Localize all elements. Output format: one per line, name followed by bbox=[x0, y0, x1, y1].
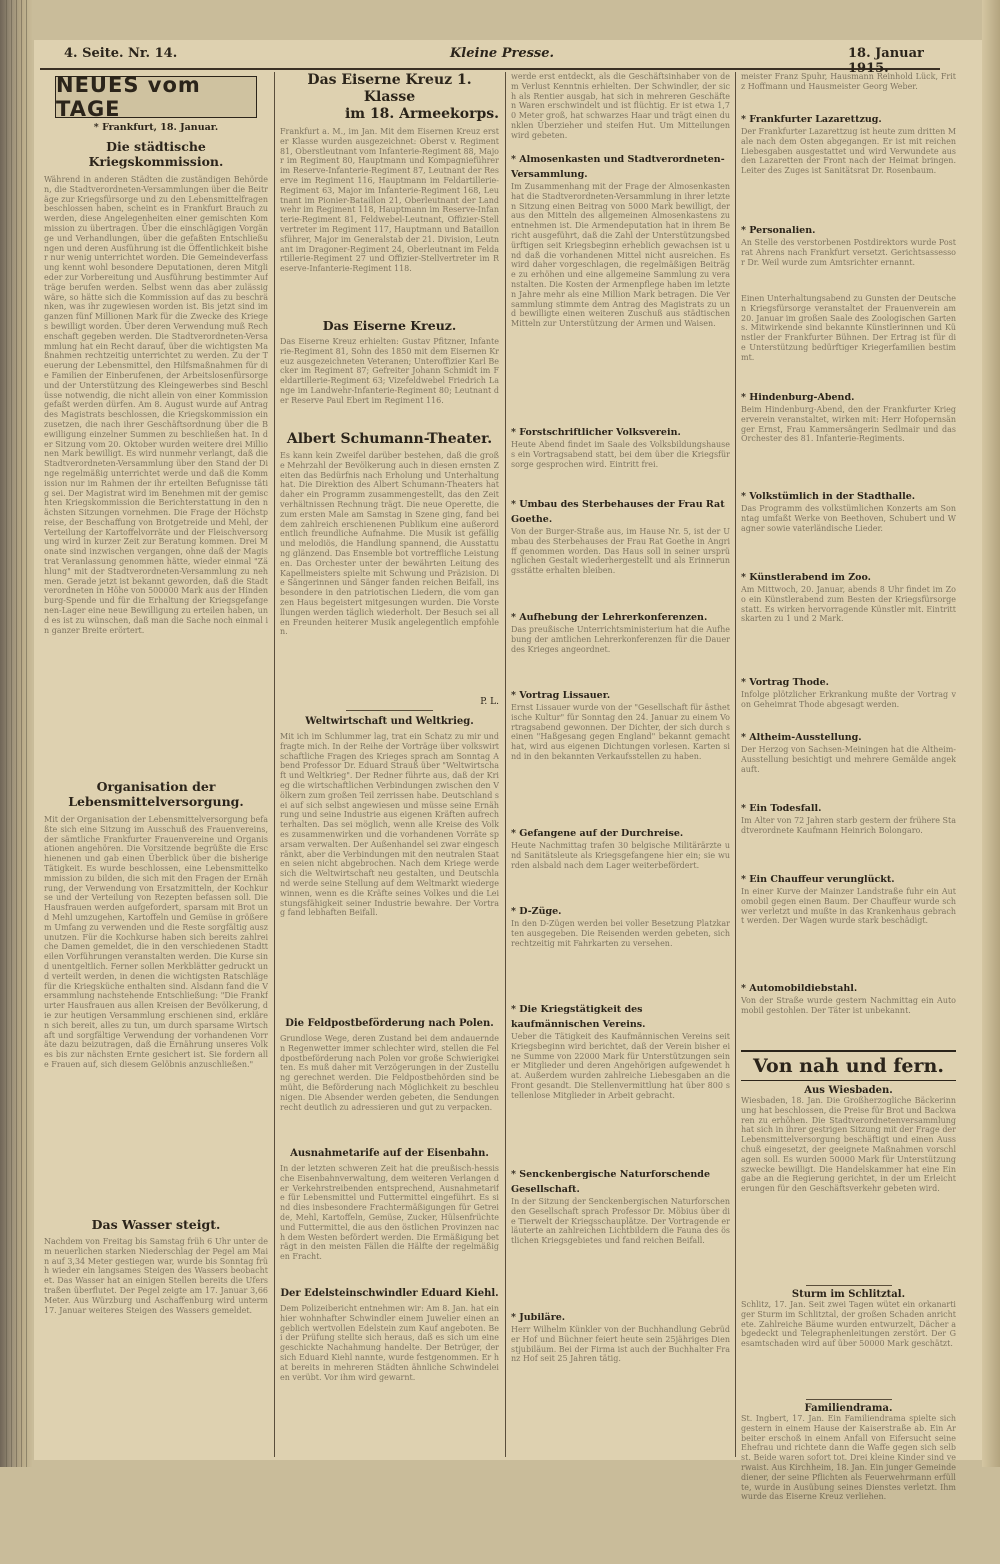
article-body: Heute Abend findet im Saale des Volksbildungshauses ein Vortragsabend statt, bei dem über die Kriegsfürsorge gesprochen wird. Eintritt frei. bbox=[511, 440, 730, 469]
article-body: Wiesbaden, 18. Jan. Die Großherzogliche Bäckerinnung hat beschlossen, die Preise für Brot und Backwaren zu erhöhen. Die Stadtverordnetenversammlung hat sich in ihrer gestrigen Sitzung mit der Frage der Lebensmittelversorgung beschäftigt und einen Ausschuß eingesetzt, der geeignete Maßnahmen vorschlagen soll. Es wurden 50000 Mark für Unterstützungszwecke bewilligt. Die Handelskammer hat eine Eingabe an die Regierung gerichtet, in der um Erleichterungen für den Geschäftsverkehr gebeten wird. bbox=[741, 1096, 956, 1194]
article-heading: Organisation der Lebensmittelversorgung. bbox=[68, 779, 244, 809]
article-body: Von der Straße wurde gestern Nachmittag ein Automobil gestohlen. Der Täter ist unbekannt. bbox=[741, 996, 956, 1015]
article-heading: Weltwirtschaft und Weltkrieg. bbox=[305, 716, 474, 727]
article-body: An Stelle des verstorbenen Postdirektors wurde Postrat Ahrens nach Frankfurt versetzt. Gerichtsassessor Dr. Weil wurde zum Amtsrichter ernannt. bbox=[741, 238, 956, 267]
article-body: Schlitz, 17. Jan. Seit zwei Tagen wütet ein orkanartiger Sturm im Schlitztal, der großen Schaden anrichtete. Zahlreiche Bäume wurden entwurzelt, Dächer abgedeckt und Telegraphenleitungen zerstört. Der Gesamtschaden wird auf über 50000 Mark geschätzt. bbox=[741, 1300, 956, 1349]
article-body: In der letzten schweren Zeit hat die preußisch-hessische Eisenbahnverwaltung, dem weiteren Verlangen der Verkehrstreibenden entsprechend, Ausnahmetarife für Lebensmittel und Futtermittel eingeführt. Es sind dies insbesondere Frachtermäßigungen für Getreide, Mehl, Kartoffeln, Gemüse, Zucker, Hülsenfrüchte und Futtermittel, die aus den östlichen Provinzen nach dem Westen befördert werden. Die Ermäßigung beträgt in den meisten Fällen die Hälfte der regelmäßigen Fracht. bbox=[280, 1164, 499, 1262]
article-body: Einen Unterhaltungsabend zu Gunsten der Deutschen Kriegsfürsorge veranstaltet der Frauenverein am 20. Januar im großen Saale des Zoologischen Gartens. Mitwirkende sind bekannte Künstlerinnen und Künstler der Frankfurter Bühnen. Der Ertrag ist für die Unterstützung bedürftiger Kriegerfamilien bestimmt. bbox=[741, 294, 956, 362]
article-heading: Albert Schumann-Theater. bbox=[286, 431, 493, 447]
article-body: Mit ich im Schlummer lag, trat ein Schatz zu mir und fragte mich. In der Reihe der Vorträge über volkswirtschaftliche Fragen des Krieges sprach am Sonntag Abend Professor Dr. Eduard Strauß über "Weltwirtschaft und Weltkrieg". Der Redner führte aus, daß der Krieg die wirtschaftlichen Verbindungen zwischen den Völkern zum großen Teil zerrissen habe. Deutschland sei auf sich selbst angewiesen und müsse seine Ernährung und seine Industrie aus eigenen Kräften aufrechterhalten. Das sei möglich, wenn alle Kreise des Volkes zusammenwirken und die vorhandenen Vorräte sparsam verwalten. Der Außenhandel sei zwar eingeschränkt, aber die Verbindungen mit den neutralen Staaten seien nicht abgebrochen. Nach dem Kriege werde sich die Weltwirtschaft neu gestalten, und Deutschland werde seine Stellung auf dem Weltmarkt wiedergewinnen, wenn es die Kräfte seines Volkes und die Leistungsfähigkeit seiner Industrie bewahre. Der Vortrag fand lebhaften Beifall. bbox=[280, 732, 499, 918]
page-number: 4. Seite. Nr. 14. bbox=[64, 46, 178, 61]
author-initials: P. L. bbox=[480, 697, 499, 707]
article-heading: * Umbau des Sterbehauses der Frau Rat Goethe. bbox=[511, 499, 725, 525]
article-heading: * Automobildiebstahl. bbox=[741, 983, 858, 994]
issue-date: 18. Januar 1915. bbox=[848, 46, 924, 76]
article-body: Dem Polizeibericht entnehmen wir: Am 8. Jan. hat ein hier wohnhafter Schwindler einem Juwelier einen angeblich wertvollen Edelstein zum Kauf angeboten. Bei der Prüfung stellte sich heraus, daß es sich um eine geschickte Nachahmung handelte. Der Betrüger, der sich Eduard Kiehl nannte, wurde festgenommen. Er hat bereits in mehreren Städten ähnliche Schwindeleien verübt. Vor ihm wird gewarnt. bbox=[280, 1304, 499, 1382]
article-heading: * Volkstümlich in der Stadthalle. bbox=[741, 491, 916, 502]
article-body: In der Sitzung der Senckenbergischen Naturforschenden Gesellschaft sprach Professor Dr. Möbius über die Tierwelt der Kriegsschauplätze. Der Vortragende erläuterte an zahlreichen Lichtbildern die Fauna des östlichen Kriegsgebietes und fand reichen Beifall. bbox=[511, 1197, 730, 1246]
article-body: Im Zusammenhang mit der Frage der Almosenkasten hat die Stadtverordneten-Versammlung in ihrer letzten Sitzung einen Beitrag von 5000 Mark bewilligt, der aus den Mitteln des allgemeinen Almosenkastens zu entnehmen ist. Die Armendeputation hat in ihrem Bericht ausgeführt, daß die Zahl der Unterstützungsbedürftigen seit Kriegsbeginn erheblich gewachsen ist und daß die vorhandenen Mittel nicht ausreichen. Es wird daher vorgeschlagen, die regelmäßigen Beiträge zu erhöhen und eine allgemeine Sammlung zu veranstalten. Die Kosten der Armenpflege haben im letzten Jahre mehr als eine Million Mark betragen. Die Versammlung stimmte dem Antrag des Magistrats zu und bewilligte einen weiteren Zuschuß aus städtischen Mitteln zur Unterstützung der Armen und Waisen. bbox=[511, 182, 730, 329]
article-heading: * Jubiläre. bbox=[511, 1312, 566, 1323]
article-heading: * D-Züge. bbox=[511, 906, 562, 917]
article-heading: * Gefangene auf der Durchreise. bbox=[511, 828, 684, 839]
article-heading: Ausnahmetarife auf der Eisenbahn. bbox=[290, 1148, 489, 1159]
article-heading: * Ein Todesfall. bbox=[741, 803, 822, 814]
subsection-heading: Familiendrama. bbox=[804, 1403, 893, 1414]
column-4 bbox=[741, 72, 956, 1564]
subsection-heading: Sturm im Schlitztal. bbox=[791, 1289, 906, 1300]
article-body: Nachdem von Freitag bis Samstag früh 6 Uhr unter dem neuerlichen starken Niederschlag der Pegel am Main auf 3,34 Meter gestiegen war, wurde bis Sonntag früh wieder ein langsames Steigen des Wassers beobachtet. Das Wasser hat an einigen Stellen bereits die Uferstraßen überflutet. Der Pegel zeigte am 17. Januar 3,66 Meter. Aus Würzburg und Aschaffenburg wird unterm 17. Januar weiteres Steigen des Wassers gemeldet. bbox=[44, 1237, 268, 1315]
masthead-neues-vom-tage: NEUES vom TAGE bbox=[55, 76, 257, 118]
column-3 bbox=[511, 72, 730, 1401]
article-body: Mit der Organisation der Lebensmittelversorgung befaßte sich eine Sitzung im Ausschuß des Frauenvereins, der sämtliche Frankfurter Frauenvereine und Organisationen angehören. Die Vorsitzende begrüßte die Erschienenen und gab einen Überblick über die bisherige Tätigkeit. Es wurde beschlossen, eine Lebensmittelkommission zu bilden, die sich mit den Fragen der Ernährung, der Verwendung von Ersatzmitteln, der Kochkurse und der Verteilung von Rezepten befassen soll. Die Hausfrauen werden aufgefordert, sparsam mit Brot und Mehl umzugehen, Kartoffeln und Gemüse in größerem Umfang zu verwenden und die Reste sorgfältig auszunutzen. Für die Kochkurse haben sich bereits zahlreiche Damen gemeldet, die in den verschiedenen Stadtteilen Vorführungen veranstalten werden. Die Kurse sind unentgeltlich. Ferner sollen Merkblätter gedruckt und verteilt werden, in denen die wichtigsten Ratschläge für die Kriegsküche enthalten sind. Alsdann fand die Versammlung nachstehende Entschließung: "Die Frankfurter Hausfrauen aus allen Kreisen der Bevölkerung, die zur heutigen Versammlung erschienen sind, erklären sich bereit, alles zu tun, um durch sparsame Wirtschaft und sorgfältige Verwendung der vorhandenen Vorräte dazu beizutragen, daß die Ernährung unseres Volkes bis zur nächsten Ernte gesichert ist. Sie fordern alle Frauen auf, sich diesem Gelöbnis anzuschließen." bbox=[44, 815, 268, 1069]
article-body: werde erst entdeckt, als die Geschäftsinhaber von dem Verlust Kenntnis erhielten. Der Schwindler, der sich als Rentier ausgab, hat sich in mehreren Geschäften Waren erschwindelt und ist flüchtig. Er ist etwa 1,70 Meter groß, hat schwarzes Haar und trägt einen dunklen Überzieher und steifen Hut. Um Mitteilungen wird gebeten. bbox=[511, 72, 730, 140]
article-heading: * Aufhebung der Lehrerkonferenzen. bbox=[511, 612, 708, 623]
article-body: Heute Nachmittag trafen 30 belgische Militärärzte und Sanitätsleute als Kriegsgefangene hier ein; sie wurden alsbald nach dem Lager weiterbefördert. bbox=[511, 841, 730, 870]
section-banner bbox=[741, 1050, 956, 1081]
column-rule bbox=[274, 72, 275, 1457]
article-heading: * Hindenburg-Abend. bbox=[741, 392, 855, 403]
article-heading: * Frankfurter Lazarettzug. bbox=[741, 114, 882, 125]
article-body: Das Eiserne Kreuz erhielten: Gustav Pfitzner, Infanterie-Regiment 81, Sohn des 1850 mit dem Eisernen Kreuz ausgezeichneten Veteranen; Unteroffizier Karl Becker im Regiment 87; Gefreiter Johann Schmidt im Feldartillerie-Regiment 63; Vizefeldwebel Friedrich Lange im Landwehr-Infanterie-Regiment 80; Leutnant der Reserve Paul Ebert im Regiment 116. bbox=[280, 337, 499, 405]
article-body: Herr Wilhelm Künkler von der Buchhandlung Gebrüder Hof und Büchner feiert heute sein 25jähriges Dienstjubiläum. Bei der Firma ist auch der Buchhalter Franz Hof seit 25 Jahren tätig. bbox=[511, 1325, 730, 1364]
column-rule bbox=[735, 72, 736, 1457]
page-edge bbox=[982, 0, 1000, 1467]
article-body: Beim Hindenburg-Abend, den der Frankfurter Kriegerverein veranstaltet, wirken mit: Herr Hofopernsänger Ernst, Frau Kammersängerin Sedlmair und das Orchester des 81. Infanterie-Regiments. bbox=[741, 405, 956, 444]
article-body: Infolge plötzlicher Erkrankung mußte der Vortrag von Geheimrat Thode abgesagt werden. bbox=[741, 690, 956, 709]
dateline: * Frankfurt, 18. Januar. bbox=[93, 122, 219, 133]
article-heading: Das Eiserne Kreuz. bbox=[322, 318, 457, 333]
article-heading: * Forstschriftlicher Volksverein. bbox=[511, 427, 681, 438]
book-binding bbox=[0, 0, 32, 1467]
article-body: Der Herzog von Sachsen-Meiningen hat die Altheim-Ausstellung besichtigt und mehrere Gemälde angekauft. bbox=[741, 745, 956, 774]
article-heading: Die Feldpostbeförderung nach Polen. bbox=[285, 1018, 494, 1029]
article-body: Ernst Lissauer wurde von der "Gesellschaft für ästhetische Kultur" für Sonntag den 24. Januar zu einem Vortragsabend gewonnen. Der Dichter, der sich durch seinen "Haßgesang gegen England" bekannt gemacht hat, wird aus eigenen Dichtungen vorlesen. Karten sind in den bekannten Verkaufsstellen zu haben. bbox=[511, 703, 730, 761]
article-heading: Die städtische Kriegskommission. bbox=[88, 139, 224, 169]
article-heading: im 18. Armeekorps. bbox=[344, 106, 499, 122]
article-heading: * Vortrag Thode. bbox=[741, 677, 829, 688]
article-body: Das Programm des volkstümlichen Konzerts am Sonntag umfaßt Werke von Beethoven, Schubert und Wagner sowie vaterländische Lieder. bbox=[741, 504, 956, 533]
column-1 bbox=[44, 72, 268, 1333]
article-body: Es kann kein Zweifel darüber bestehen, daß die große Mehrzahl der Bevölkerung auch in diesen ernsten Zeiten das Bedürfnis nach Erholung und Unterhaltung hat. Die Direktion des Albert Schumann-Theaters hat daher ein Programm zusammengestellt, das den Zeitverhältnissen Rechnung trägt. Die neue Operette, die zum ersten Male am Samstag in Szene ging, fand bei dem zahlreich erschienenen Publikum eine außerordentlich freundliche Aufnahme. Die Musik ist gefällig und melodiös, die Handlung spannend, die Ausstattung glänzend. Das Ensemble bot vortreffliche Leistungen. Das Orchester unter der bewährten Leitung des Kapellmeisters spielte mit Schwung und Präzision. Die Sängerinnen und Sänger fanden reichen Beifall, insbesondere in den patriotischen Liedern, die vom ganzen Haus begeistert mitgesungen wurden. Die Vorstellungen werden täglich wiederholt. Der Besuch sei allen Freunden heiterer Musik angelegentlich empfohlen. bbox=[280, 451, 499, 637]
newspaper-name: Kleine Presse. bbox=[450, 46, 555, 61]
column-2 bbox=[280, 72, 499, 1404]
article-heading: * Altheim-Ausstellung. bbox=[741, 732, 862, 743]
article-body: Im Alter von 72 Jahren starb gestern der frühere Stadtverordnete Kaufmann Heinrich Bolongaro. bbox=[741, 816, 956, 835]
article-heading: Das Wasser steigt. bbox=[91, 1217, 221, 1232]
article-body: Von der Burger-Straße aus, im Hause Nr. 5, ist der Umbau des Sterbehauses der Frau Rat Goethe in Angriff genommen worden. Das Haus soll in seiner ursprünglichen Gestalt wiederhergestellt und als Erinnerungsstätte erhalten bleiben. bbox=[511, 527, 730, 576]
article-heading: Das Eiserne Kreuz 1. Klasse bbox=[307, 72, 472, 105]
article-heading: * Vortrag Lissauer. bbox=[511, 690, 611, 701]
article-body: Am Mittwoch, 20. Januar, abends 8 Uhr findet im Zoo ein Künstlerabend zum Besten der Kriegsfürsorge statt. Es wirken hervorragende Künstler mit. Eintrittskarten zu 1 und 2 Mark. bbox=[741, 585, 956, 624]
article-body: meister Franz Spuhr, Hausmann Reinhold Lück, Fritz Hoffmann und Hausmeister Georg Weber. bbox=[741, 72, 956, 91]
article-heading: Der Edelsteinschwindler Eduard Kiehl. bbox=[280, 1288, 499, 1299]
article-body: In den D-Zügen werden bei voller Besetzung Platzkarten ausgegeben. Die Reisenden werden gebeten, sich rechtzeitig mit Fahrkarten zu versehen. bbox=[511, 919, 730, 948]
article-heading: * Almosenkasten und Stadtverordneten-Versammlung. bbox=[511, 154, 725, 180]
article-heading: * Personalien. bbox=[741, 225, 816, 236]
article-body: Ueber die Tätigkeit des Kaufmännischen Vereins seit Kriegsbeginn wird berichtet, daß der Verein bisher eine Summe von 22000 Mark für Unterstützungen seiner Mitglieder und deren Angehörigen aufgewendet hat. Außerdem wurden zahlreiche Liebesgaben an die Front gesandt. Die Stellenvermittlung hat über 800 stellenlose Mitglieder in Arbeit gebracht. bbox=[511, 1032, 730, 1100]
article-body: In einer Kurve der Mainzer Landstraße fuhr ein Automobil gegen einen Baum. Der Chauffeur wurde schwer verletzt und mußte in das Krankenhaus gebracht werden. Der Wagen wurde stark beschädigt. bbox=[741, 887, 956, 926]
article-heading: * Senckenbergische Naturforschende Gesellschaft. bbox=[511, 1169, 710, 1195]
page-header bbox=[40, 42, 940, 76]
article-body: Der Frankfurter Lazarettzug ist heute zum dritten Male nach dem Osten abgegangen. Er ist mit reichen Liebesgaben ausgestattet und wird Verwundete aus den Lazaretten der Front nach der Heimat bringen. Leiter des Zuges ist Sanitätsrat Dr. Rosenbaum. bbox=[741, 127, 956, 176]
article-heading: * Ein Chauffeur verunglückt. bbox=[741, 874, 895, 885]
article-heading: * Künstlerabend im Zoo. bbox=[741, 572, 871, 583]
article-body: Grundlose Wege, deren Zustand bei dem andauernden Regenwetter immer schlechter wird, stellen die Feldpostbeförderung nach Polen vor große Schwierigkeiten. Es muß daher mit Verzögerungen in der Zustellung gerechnet werden. Die Feldpostbehörden sind bemüht, die Beförderung nach Möglichkeit zu beschleunigen. Die Absender werden gebeten, die Sendungen recht deutlich zu adressieren und gut zu verpacken. bbox=[280, 1034, 499, 1112]
section-heading: Von nah und fern. bbox=[753, 1055, 944, 1077]
column-rule bbox=[505, 72, 506, 1457]
article-body: St. Ingbert, 17. Jan. Ein Familiendrama spielte sich gestern in einem Hause der Kaiserstraße ab. Ein Arbeiter erschoß in einem Anfall von Eifersucht seine Ehefrau und richtete dann die Waffe gegen sich selbst. Beide waren sofort tot. Drei kleine Kinder sind verwaist. Aus Kirchheim, 18. Jan. Ein junger Gemeindediener, der seine Pflichten als Feuerwehrmann erfüllte, wurde in Ausübung seines Dienstes verletzt. Ihm wurde das Eiserne Kreuz verliehen. bbox=[741, 1414, 956, 1502]
article-body: Frankfurt a. M., im Jan. Mit dem Eisernen Kreuz erster Klasse wurden ausgezeichnet: Oberst v. Regiment 81, Oberstleutnant vom Infanterie-Regiment 88, Major im Regiment 80, Hauptmann und Kompagnieführer im Reserve-Infanterie-Regiment 87, Leutnant der Reserve im Regiment 116, Hauptmann im Feldartillerie-Regiment 63, Major im Infanterie-Regiment 168, Leutnant im Pionier-Bataillon 21, Oberleutnant der Landwehr im Regiment 118, Hauptmann im Reserve-Infanterie-Regiment 81, Feldwebel-Leutnant, Offizier-Stellvertreter im Regiment 117, Hauptmann und Bataillonsführer, Major im Generalstab der 21. Division, Leutnant im Dragoner-Regiment 24, Oberleutnant im Feldartillerie-Regiment 27 und Offizier-Stellvertreter im Reserve-Infanterie-Regiment 118. bbox=[280, 127, 499, 274]
subsection-heading: Aus Wiesbaden. bbox=[804, 1085, 893, 1096]
article-body: Das preußische Unterrichtsministerium hat die Aufhebung der amtlichen Lehrerkonferenzen für die Dauer des Krieges angeordnet. bbox=[511, 625, 730, 654]
article-body: Während in anderen Städten die zuständigen Behörden, die Stadtverordneten-Versammlungen über die Beiträge zur Kriegsfürsorge und zu den Lebensmittelfragen beschlossen haben, scheint es in Frankfurt Brauch zu werden, diese Angelegenheiten einer gemischten Kommission zu übertragen. Über die einschlägigen Vorgänge und Verhandlungen, über die gefaßten Entschließungen und deren Ausführung ist die Öffentlichkeit bisher nur wenig unterrichtet worden. Die Gemeindeverfassung kennt wohl besondere Deputationen, deren Mitglieder zur Vorbereitung und Ausführung bestimmter Aufträge berufen werden. Selbst wenn das aber zulässig wäre, so hätte sich die Kommission auf das zu beschränken, was ihr zugewiesen worden ist. Bis jetzt sind im ganzen fünf Millionen Mark für die Zwecke des Krieges bewilligt worden. Über deren Verwendung muß Rechenschaft gegeben werden. Die Stadtverordneten-Versammlung hat ein Recht darauf, über die wichtigsten Maßnahmen rechtzeitig unterrichtet zu werden. Zu der Teuerung der Lebensmittel, den Hilfsmaßnahmen für die Familien der Einberufenen, der Arbeitslosenfürsorge und der Unterstützung des Kleingewerbes sind Beschlüsse notwendig, die nicht allein von einer Kommission gefaßt werden dürfen. Am 8. August wurde auf Antrag des Magistrats beschlossen, die Kriegskommission einzusetzen, die nach ihrer Geschäftsordnung über die Bewilligung einzelner Summen zu beschließen hat. In der Sitzung vom 20. Oktober wurden weitere drei Millionen Mark bewilligt. Es wird nunmehr verlangt, daß die Stadtverordneten-Versammlung über den Stand der Dinge regelmäßig unterrichtet werde und daß die Kommission nur im Rahmen der ihr erteilten Befugnisse tätig sei. Der Magistrat wird im Benehmen mit der gemischten Kriegskommission die Berichterstattung in den nächsten Sitzungen vornehmen. Die Frage der Höchstpreise, der Beschaffung von Brotgetreide und Mehl, der Verteilung der Kartoffelvorräte und der Fleischversorgung wird in kurzer Zeit zur Beratung kommen. Drei Monate sind inzwischen vergangen, ohne daß der Magistrat Veranlassung genommen hätte, wieder einmal "Zählung" mit der Stadtverordneten-Versammlung zu nehmen. Gerade jetzt ist bekannt geworden, daß die Stadtverordneten in Höhe von 500000 Mark aus der Hindenburg-Spende und für die Erhaltung der Kriegsgefangenen-Lager eine neue Bewilligung zu erteilen haben, und es ist zu wünschen, daß man die Sache noch einmal in ganzer Breite erörtert. bbox=[44, 175, 268, 635]
article-heading: * Die Kriegstätigkeit des kaufmännischen Vereins. bbox=[511, 1004, 646, 1030]
